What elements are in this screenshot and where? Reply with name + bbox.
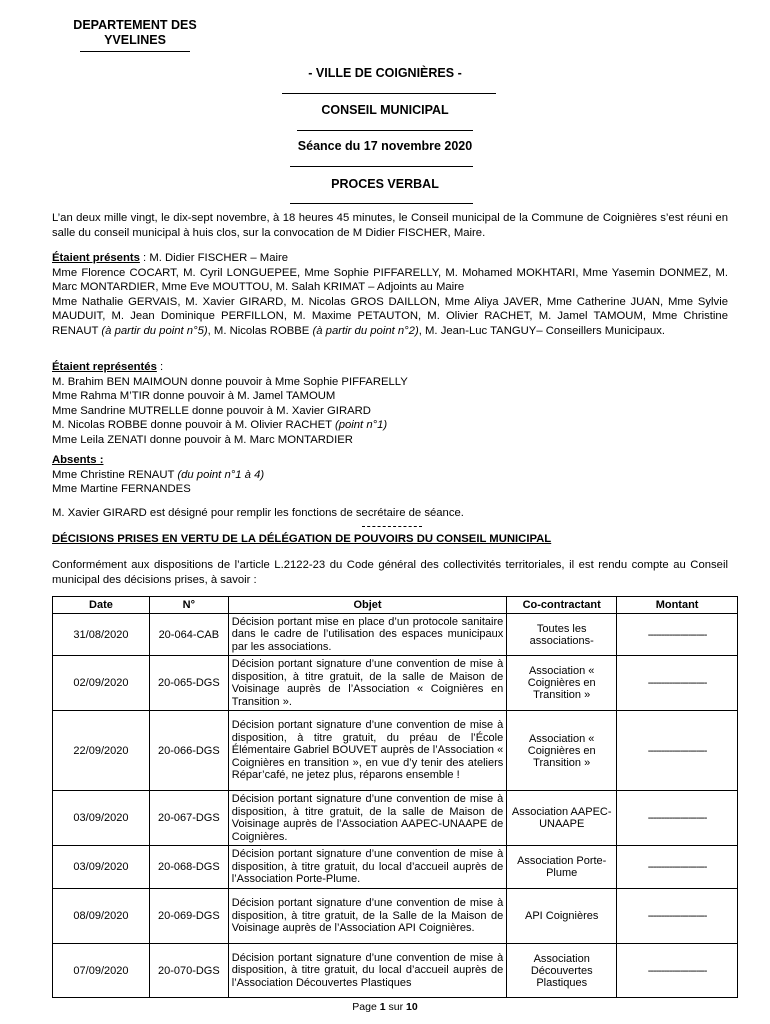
cell-date: 02/09/2020 [53,656,150,711]
cell-contractor: Association « Coignières en Transition » [507,711,617,791]
cell-contractor: Association « Coignières en Transition » [507,656,617,711]
page-footer [0,1001,770,1013]
session-heading: Séance du 17 novembre 2020 [297,139,473,153]
council-heading: CONSEIL MUNICIPAL [321,103,449,117]
page-prefix: Page [352,1001,380,1013]
absents-label: Absents : [52,454,104,466]
represented-heading [52,360,728,375]
cell-object: Décision portant signature d’une convention de mise à disposition, à titre gratuit, de la Salle de la Maison de Voisinage auprès de l’Association API Coignières. [228,889,506,944]
cell-number: 20-069-DGS [149,889,228,944]
cell-object: Décision portant signature d’une convention de mise à disposition, à titre gratuit, du local d’accueil auprès de l’Association Découvertes Plastiques [228,944,506,998]
divider [297,130,473,131]
represented-line: Mme Sandrine MUTRELLE donne pouvoir à M. Xavier GIRARD [52,404,371,417]
cell-number: 20-070-DGS [149,944,228,998]
col-header-object: Objet [228,597,506,614]
represented-label: Étaient représentés [52,361,157,373]
represented-line: Mme Rahma M’TIR donne pouvoir à M. Jamel TAMOUM [52,390,336,402]
cell-date: 22/09/2020 [53,711,150,791]
col-header-amount: Montant [617,597,738,614]
department-heading [50,18,220,52]
city-heading: - VILLE DE COIGNIÈRES - [308,66,462,80]
cell-object: Décision portant mise en place d’un protocole sanitaire dans le cadre de l’utilisation des espaces municipaux par les associations. [228,614,506,656]
represented-line [52,418,728,433]
presents-section [52,251,728,338]
divider [282,93,496,94]
table-row [53,711,738,791]
presents-label: Étaient présents [52,252,140,264]
cell-object: Décision portant signature d’une convention de mise à disposition, à titre gratuit, du préau de l’École Élémentaire Gabriel BOUVET auprès de l’Association « Coignières en transition », en vue d’y tenir des ateliers Répar’café, ne jetez plus, réparons ensemble ! [228,711,506,791]
secretary-line: M. Xavier GIRARD est désigné pour remplir les fonctions de secrétaire de séance. [52,507,464,519]
cell-date: 03/09/2020 [53,846,150,889]
separator [362,526,422,527]
table-row [53,791,738,846]
represented-suffix: : [156,361,164,373]
presents-conseillers [52,295,728,339]
presents-first-line [52,251,728,266]
divider [290,203,473,204]
page-separator: sur [385,1001,407,1013]
represented-line: M. Brahim BEN MAIMOUN donne pouvoir à Mme Sophie PIFFARELLY [52,375,408,388]
cell-contractor: Association AAPEC-UNAAPE [507,791,617,846]
cell-amount: ---------------------- [617,711,738,791]
cell-date: 07/09/2020 [53,944,150,998]
department-rule [80,51,190,52]
cell-amount: ---------------------- [617,791,738,846]
table-row [53,889,738,944]
absents-section [52,453,728,497]
conseillers-note-1: (à partir du point n°5) [101,324,208,337]
cell-object: Décision portant signature d’une convention de mise à disposition, à titre gratuit, de la salle de Maison de Voisinage auprès de l’Association « Coignières en Transition ». [228,656,506,711]
cell-number: 20-067-DGS [149,791,228,846]
cell-amount: ---------------------- [617,846,738,889]
presents-adjoints: Mme Florence COCART, M. Cyril LONGUEPEE, Mme Sophie PIFFARELLY, M. Mohamed MOKHTARI, Mme Yasemin DONMEZ, M. Marc MONTARDIER, Mme Eve MOUTTOU, M. Salah KRIMAT – Adjoints au Maire [52,266,728,293]
department-name: DEPARTEMENT DES YVELINES [73,18,197,47]
col-header-date: Date [53,597,150,614]
table-header-row [53,597,738,614]
table-row [53,944,738,998]
table-row [53,846,738,889]
divider [290,166,473,167]
represented-line: Mme Leila ZENATI donne pouvoir à M. Marc MONTARDIER [52,433,353,446]
conseillers-text-1: Mme Nathalie GERVAIS, M. Xavier GIRARD, M. Nicolas GROS DAILLON, Mme Aliya JAVER, Mme Catherine JUAN, Mme Sylvie MAUDUIT, M. Jean Dominique PERFILLON, M. Maxime PETAUTON, M. Olivier RACHET, M. Jamel TAMOUM, Mme Christine RENAUT [52,295,728,337]
absent-name: Mme Christine RENAUT [52,468,178,481]
cell-object: Décision portant signature d’une convention de mise à disposition, à titre gratuit, du local d’accueil auprès de l’Association Porte-Plume. [228,846,506,889]
decisions-intro: Conformément aux dispositions de l’article L.2122-23 du Code général des collectivités territoriales, il est rendu compte au Conseil municipal des décisions prises, à savoir : [52,559,728,586]
absent-note: (du point n°1 à 4) [177,468,265,481]
cell-amount: ---------------------- [617,614,738,656]
cell-contractor: Association Découvertes Plastiques [507,944,617,998]
cell-date: 03/09/2020 [53,791,150,846]
presents-mayor: : M. Didier FISCHER – Maire [139,252,289,264]
decisions-title: DÉCISIONS PRISES EN VERTU DE LA DÉLÉGATION DE POUVOIRS DU CONSEIL MUNICIPAL [52,533,552,545]
cell-amount: ---------------------- [617,656,738,711]
page-total: 10 [406,1001,418,1013]
represented-line-text: M. Nicolas ROBBE donne pouvoir à M. Olivier RACHET [52,419,335,431]
cell-date: 31/08/2020 [53,614,150,656]
table-row [53,614,738,656]
page-number: 1 [379,1001,386,1013]
col-header-number: N° [149,597,228,614]
cell-contractor: Association Porte-Plume [507,846,617,889]
cell-contractor: Toutes les associations- [507,614,617,656]
absent-line [52,468,728,483]
represented-line-note: (point n°1) [334,419,388,431]
table-row [53,656,738,711]
cell-amount: ---------------------- [617,944,738,998]
cell-number: 20-065-DGS [149,656,228,711]
cell-number: 20-068-DGS [149,846,228,889]
conseillers-text-2: , M. Nicolas ROBBE [207,324,313,337]
cell-object: Décision portant signature d’une convention de mise à disposition, à titre gratuit, de la salle de Maison de Voisinage auprès de l’Association AAPEC-UNAAPE de Coignières. [228,791,506,846]
cell-number: 20-066-DGS [149,711,228,791]
cell-number: 20-064-CAB [149,614,228,656]
decisions-table [52,596,738,998]
conseillers-text-3: , M. Jean-Luc TANGUY– Conseillers Municipaux. [418,324,666,337]
absent-line: Mme Martine FERNANDES [52,483,191,495]
intro-paragraph: L’an deux mille vingt, le dix-sept novembre, à 18 heures 45 minutes, le Conseil municipal de la Commune de Coignières s’est réuni en salle du conseil municipal à huis clos, sur la convocation de M Didier FISCHER, Maire. [52,212,728,239]
represented-section [52,360,728,447]
col-header-contractor: Co-contractant [507,597,617,614]
cell-date: 08/09/2020 [53,889,150,944]
doc-type-heading: PROCES VERBAL [331,177,439,191]
cell-amount: ---------------------- [617,889,738,944]
conseillers-note-2: (à partir du point n°2) [312,324,419,337]
cell-contractor: API Coignières [507,889,617,944]
